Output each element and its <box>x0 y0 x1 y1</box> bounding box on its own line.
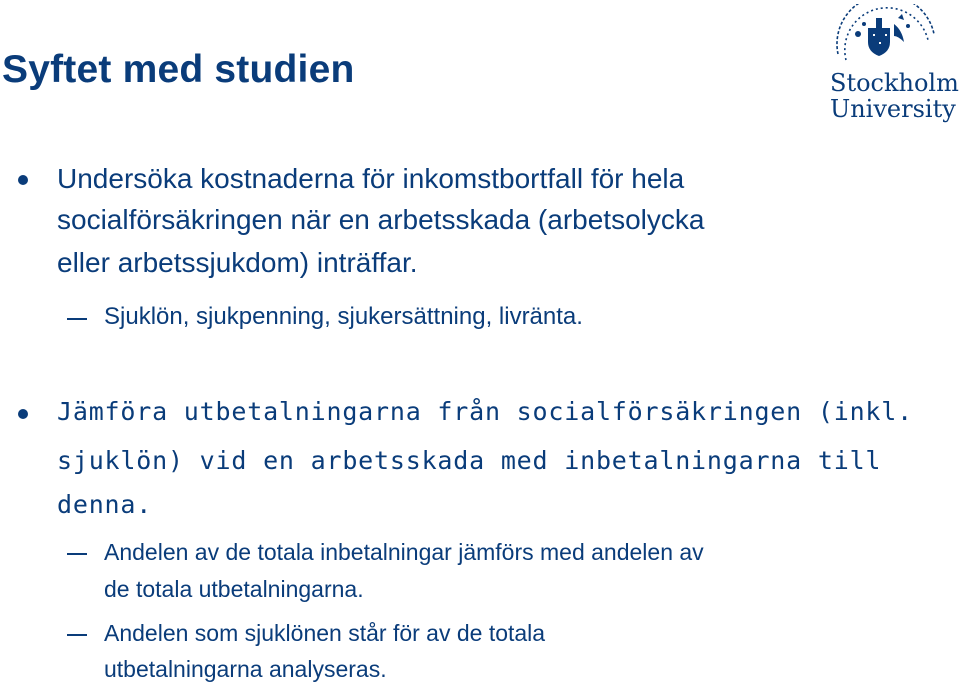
bullet-2-sub-1-line-2: de totala utbetalningarna. <box>104 576 364 602</box>
bullet-2-line-1: Jämföra utbetalningarna från socialförsäkringen (inkl. <box>57 397 913 426</box>
bullet-1-line-1: Undersöka kostnaderna för inkomstbortfall för hela <box>57 163 685 194</box>
bullet-2-line-2: sjuklön) vid en arbetsskada med inbetalningarna till <box>57 446 882 475</box>
bullet-dot <box>18 175 28 185</box>
sub-bullet-dash <box>67 318 87 320</box>
sub-bullet-dash <box>67 553 87 555</box>
bullet-1-line-3: eller arbetssjukdom) inträffar. <box>57 247 418 278</box>
logo-name-line2: University <box>830 95 956 123</box>
bullet-dot <box>18 409 28 419</box>
bullet-2-line-3: denna. <box>57 490 153 519</box>
bullet-1-sub-1-line-1: Sjuklön, sjukpenning, sjukersättning, livränta. <box>104 303 583 330</box>
bullet-2-sub-1-line-1: Andelen av de totala inbetalningar jämförs med andelen av <box>104 539 704 565</box>
bullet-2-sub-2-line-1: Andelen som sjuklönen står för av de totala <box>104 620 546 646</box>
slide-title: Syftet med studien <box>2 48 355 91</box>
logo-name-line1: Stockholm <box>830 69 959 97</box>
sub-bullet-dash <box>67 634 87 636</box>
bullet-1-line-2: socialförsäkringen när en arbetsskada (arbetsolycka <box>57 204 705 235</box>
university-logo-text <box>830 70 959 122</box>
bullet-2-sub-2-line-2: utbetalningarna analyseras. <box>104 656 387 682</box>
